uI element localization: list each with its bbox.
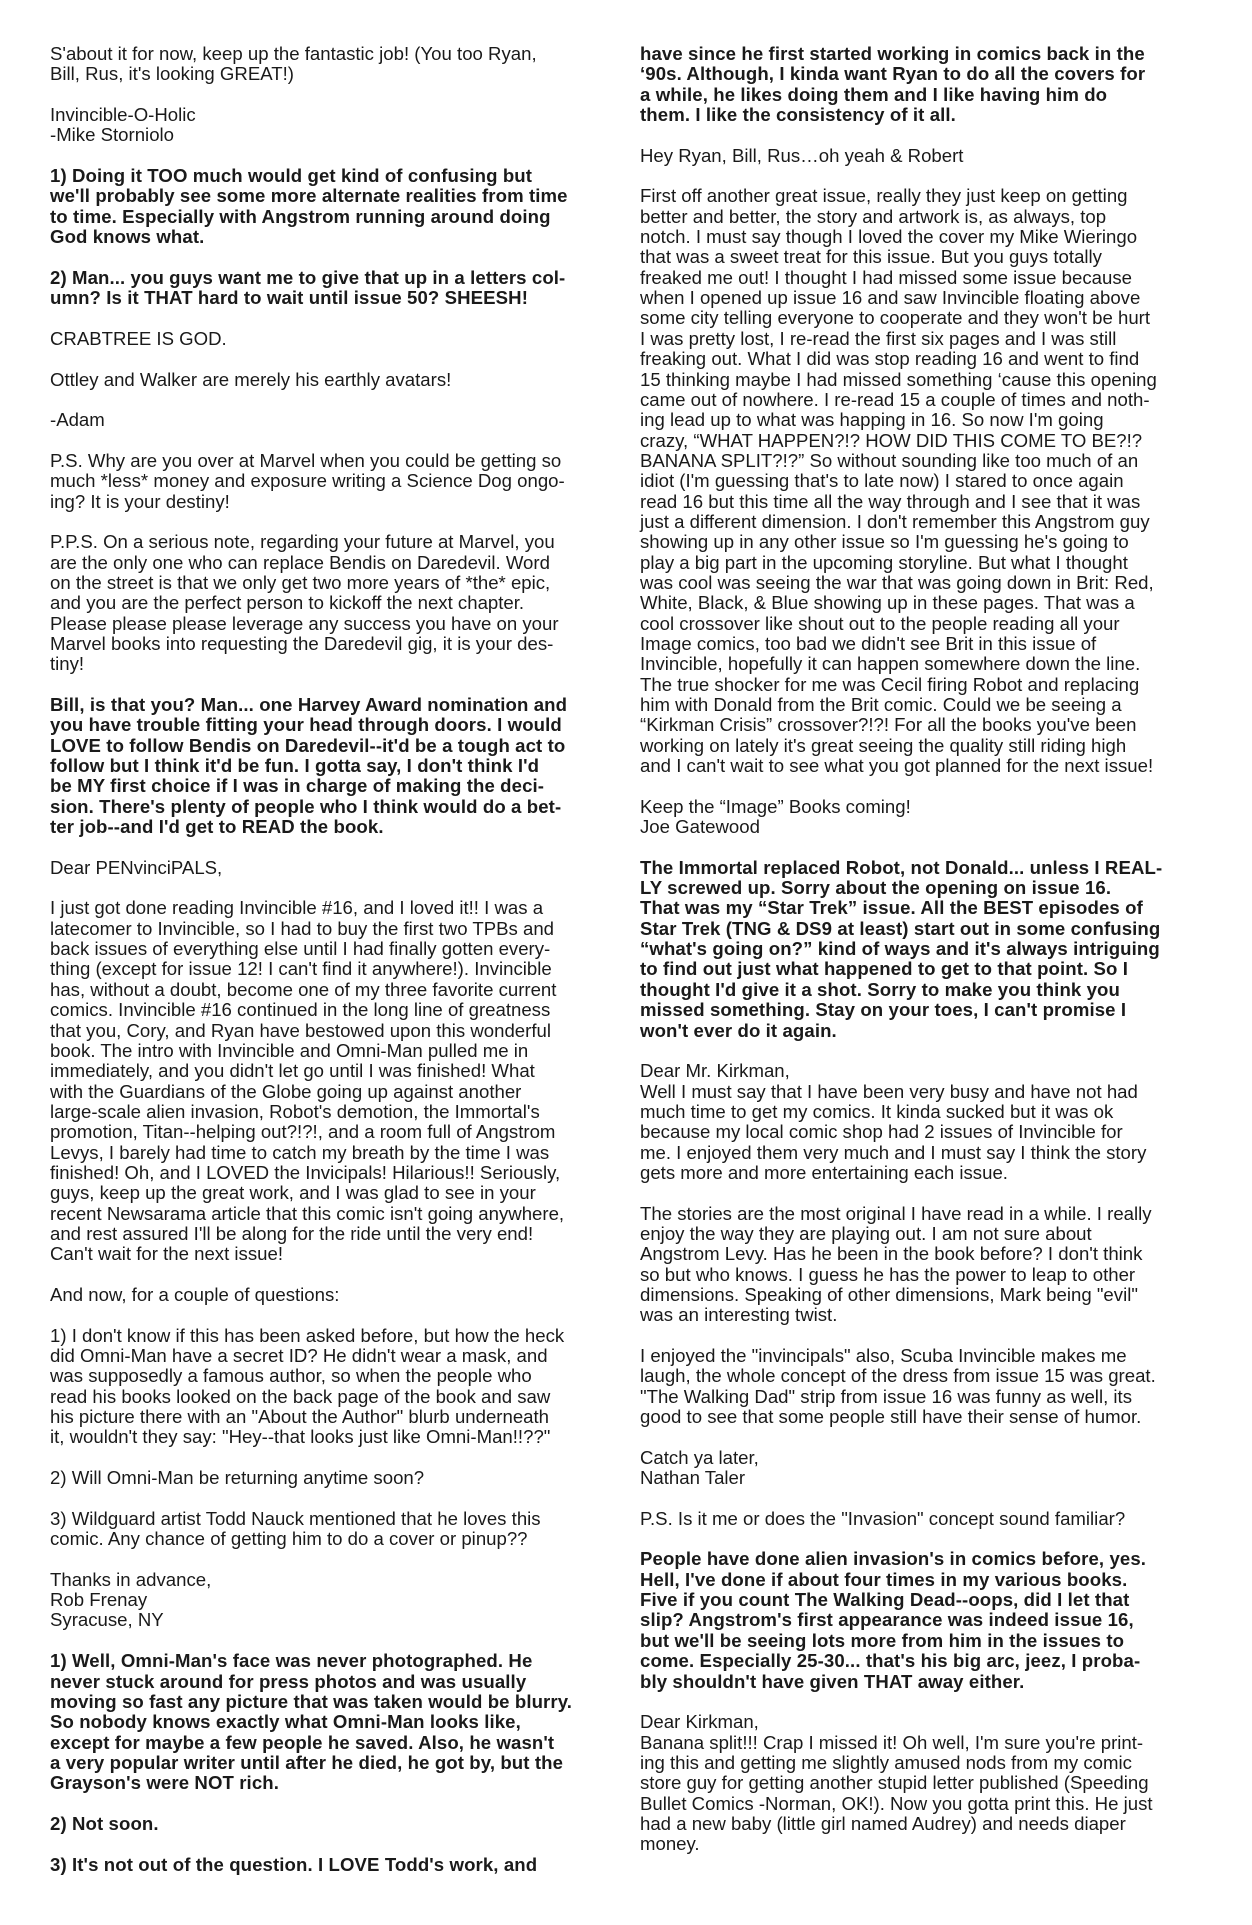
text-line: much time to get my comics. It kinda sucked but it was ok xyxy=(640,1100,1114,1122)
text-line: freaking out. What I did was stop reading 16 and went to find xyxy=(640,348,1140,370)
text-line: Marvel books into requesting the Daredevil gig, it is your des- xyxy=(50,632,554,654)
text-line: was supposedly a famous author, so when the people who xyxy=(50,1365,532,1387)
text-line: has, without a doubt, become one of my three favorite current xyxy=(50,978,557,1000)
text-line: and I can't wait to see what you got planned for the next issue! xyxy=(640,755,1154,777)
text-line: ing lead up to what was happing in 16. So now I'm going xyxy=(640,409,1104,431)
text-line: 1) Doing it TOO much would get kind of confusing but xyxy=(50,165,533,187)
text-line: because my local comic shop had 2 issues of Invincible for xyxy=(640,1121,1123,1143)
text-line: back issues of everything else until I had finally gotten every- xyxy=(50,938,551,960)
text-line: thing (except for issue 12! I can't find it anywhere!). Invincible xyxy=(50,958,552,980)
text-line: Grayson's were NOT rich. xyxy=(50,1772,279,1794)
text-line: large-scale alien invasion, Robot's demotion, the Immortal's xyxy=(50,1100,540,1122)
text-line: God knows what. xyxy=(50,226,205,248)
text-line: a while, he likes doing them and I like having him do xyxy=(640,83,1108,105)
text-line: book. The intro with Invincible and Omni-Man pulled me in xyxy=(50,1039,529,1061)
text-line: Joe Gatewood xyxy=(640,816,760,838)
text-line: Syracuse, NY xyxy=(50,1609,164,1631)
letter-paragraph xyxy=(50,370,620,390)
text-line: Dear Mr. Kirkman, xyxy=(640,1060,790,1082)
text-line: we'll probably see some more alternate realities from time xyxy=(50,185,568,207)
text-line: idiot (I'm guessing that's to late now) I stared to once again xyxy=(640,470,1124,492)
text-line: White, Black, & Blue showing up in these pages. That was a xyxy=(640,592,1135,614)
letter-paragraph xyxy=(640,186,1210,776)
text-line: read 16 but this time all the way through and I see that it was xyxy=(640,490,1141,512)
text-line: to time. Especially with Angstrom running around doing xyxy=(50,205,551,227)
text-line: Five if you count The Walking Dead--oops, did I let that xyxy=(640,1589,1130,1611)
text-line: 15 thinking maybe I had missed something ‘cause this opening xyxy=(640,368,1157,390)
text-line: did Omni-Man have a secret ID? He didn't wear a mask, and xyxy=(50,1345,548,1366)
text-line: laugh, the whole concept of the dress from issue 15 was great. xyxy=(640,1365,1156,1387)
text-line: much *less* money and exposure writing a Science Dog ongo- xyxy=(50,470,565,492)
text-line: 2) Will Omni-Man be returning anytime soon? xyxy=(50,1467,425,1489)
letter-paragraph xyxy=(640,1509,1210,1529)
letter-paragraph xyxy=(50,329,620,349)
letter-paragraph xyxy=(640,1204,1210,1326)
text-line: store guy for getting another stupid letter published (Speeding xyxy=(640,1772,1149,1794)
text-line: Dear PENvinciPALS, xyxy=(50,856,223,878)
text-line: was cool was seeing the war that was going down in Brit: Red, xyxy=(640,571,1154,593)
text-line: -Mike Storniolo xyxy=(50,124,175,146)
text-line: Please please please leverage any success you have on your xyxy=(50,612,559,634)
text-line: First off another great issue, really they just keep on getting xyxy=(640,185,1128,207)
text-line: The stories are the most original I have read in a while. I really xyxy=(640,1202,1152,1224)
letter-paragraph xyxy=(50,410,620,430)
text-line: That was my “Star Trek” issue. All the BEST episodes of xyxy=(640,897,1143,919)
text-line: P.S. Is it me or does the "Invasion" concept sound familiar? xyxy=(640,1507,1126,1529)
text-line: latecomer to Invincible, so I had to buy the first two TPBs and xyxy=(50,917,555,939)
text-line: 2) Man... you guys want me to give that up in a letters col- xyxy=(50,266,566,288)
text-line: came out of nowhere. I re-read 15 a couple of times and noth- xyxy=(640,388,1150,410)
editor-reply xyxy=(50,268,620,309)
text-line: dimensions. Speaking of other dimensions, Mark being "evil" xyxy=(640,1283,1138,1305)
text-line: just a different dimension. I don't remember this Angstrom guy xyxy=(640,510,1150,532)
text-line: Bill, is that you? Man... one Harvey Award nomination and xyxy=(50,694,568,715)
right-column xyxy=(640,44,1210,1875)
text-line: enjoy the way they are playing out. I am not sure about xyxy=(640,1222,1092,1244)
text-line: tiny! xyxy=(50,653,85,675)
text-line: thought I'd give it a shot. Sorry to make you think you xyxy=(640,978,1120,1000)
letter-paragraph xyxy=(640,1712,1210,1854)
editor-reply xyxy=(50,695,620,837)
text-line: guys, keep up the great work, and I was glad to see in your xyxy=(50,1182,536,1204)
letter-paragraph xyxy=(640,146,1210,166)
text-line: -Adam xyxy=(50,409,105,431)
text-line: The Immortal replaced Robot, not Donald... unless I REAL- xyxy=(640,856,1163,878)
editor-reply xyxy=(50,166,620,247)
letter-paragraph xyxy=(50,1468,620,1488)
text-line: ing? It is your destiny! xyxy=(50,490,230,512)
text-line: Invincible-O-Holic xyxy=(50,104,196,126)
letter-paragraph xyxy=(50,1285,620,1305)
text-line: bly shouldn't have given THAT away either. xyxy=(640,1670,1025,1692)
text-line: immediately, and you didn't let go until I was finished! What xyxy=(50,1060,535,1082)
letter-paragraph xyxy=(50,1326,620,1448)
text-line: comic. Any chance of getting him to do a cover or pinup?? xyxy=(50,1528,528,1550)
letter-paragraph xyxy=(50,898,620,1264)
text-line: Nathan Taler xyxy=(640,1467,746,1489)
text-line: never stuck around for press photos and was usually xyxy=(50,1670,527,1692)
text-line: I just got done reading Invincible #16, and I loved it!! I was a xyxy=(50,897,544,919)
text-line: 3) It's not out of the question. I LOVE Todd's work, and xyxy=(50,1853,538,1875)
text-line: except for maybe a few people he saved. Also, he wasn't xyxy=(50,1731,555,1753)
text-line: when I opened up issue 16 and saw Invincible floating above xyxy=(640,287,1141,309)
text-line: that you, Cory, and Ryan have bestowed upon this wonderful xyxy=(50,1019,551,1041)
text-line: promotion, Titan--helping out?!?!, and a room full of Angstrom xyxy=(50,1121,556,1143)
editor-reply xyxy=(50,1814,620,1834)
text-line: working on lately it's great seeing the quality still riding high xyxy=(640,734,1127,756)
text-line: crazy, “WHAT HAPPEN?!? HOW DID THIS COME TO BE?!? xyxy=(640,429,1143,451)
text-line: that was a sweet treat for this issue. But you guys totally xyxy=(640,246,1102,268)
text-line: ter job--and I'd get to READ the book. xyxy=(50,816,384,838)
text-line: Levys, I barely had time to catch my breath by the time I was xyxy=(50,1141,550,1163)
letter-paragraph xyxy=(640,1346,1210,1427)
text-line: on the street is that we only get two more years of *the* epic, xyxy=(50,571,551,593)
text-line: money. xyxy=(640,1833,700,1855)
text-line: a very popular writer until after he died, he got by, but the xyxy=(50,1751,564,1773)
letter-paragraph xyxy=(50,105,620,146)
text-line: them. I like the consistency of it all. xyxy=(640,104,956,126)
text-line: follow but I think it'd be fun. I gotta say, I don't think I'd xyxy=(50,755,540,777)
text-line: “Kirkman Crisis” crossover?!?! For all the books you've been xyxy=(640,714,1137,736)
text-line: Rob Frenay xyxy=(50,1589,148,1611)
text-line: was an interesting twist. xyxy=(640,1304,838,1326)
text-line: So nobody knows exactly what Omni-Man looks like, xyxy=(50,1711,521,1733)
letter-paragraph xyxy=(640,1061,1210,1183)
text-line: notch. I must say though I loved the cover my Mike Wieringo xyxy=(640,226,1138,248)
text-line: 1) Well, Omni-Man's face was never photographed. He xyxy=(50,1650,533,1672)
text-line: 3) Wildguard artist Todd Nauck mentioned that he loves this xyxy=(50,1507,541,1529)
text-line: had a new baby (little girl named Audrey) and needs diaper xyxy=(640,1812,1126,1834)
text-line: Can't wait for the next issue! xyxy=(50,1243,283,1265)
text-line: BANANA SPLIT?!?” So without sounding like too much of an xyxy=(640,449,1139,471)
letter-paragraph xyxy=(50,532,620,674)
text-line: cool crossover like shout out to the people reading all your xyxy=(640,612,1120,634)
text-line: have since he first started working in comics back in the xyxy=(640,43,1145,64)
text-line: Thanks in advance, xyxy=(50,1568,212,1590)
text-line: some city telling everyone to cooperate and they won't be hurt xyxy=(640,307,1151,329)
text-line: good to see that some people still have their sense of humor. xyxy=(640,1406,1142,1428)
text-line: LY screwed up. Sorry about the opening on issue 16. xyxy=(640,877,1112,899)
text-line: gets more and more entertaining each issue. xyxy=(640,1161,1008,1183)
text-line: S'about it for now, keep up the fantastic job! (You too Ryan, xyxy=(50,43,537,64)
text-line: Well I must say that I have been very busy and have not had xyxy=(640,1080,1138,1102)
text-line: Star Trek (TNG & DS9 at least) start out in some confusing xyxy=(640,917,1161,939)
text-line: showing up in any other issue so I'm guessing he's going to xyxy=(640,531,1129,553)
text-line: you have trouble fitting your head through doors. I would xyxy=(50,714,562,736)
text-line: read his books looked on the back page of the book and saw xyxy=(50,1385,551,1407)
text-line: play a big part in the upcoming storyline. But what I thought xyxy=(640,551,1128,573)
editor-reply xyxy=(640,1549,1210,1691)
text-line: finished! Oh, and I LOVED the Invicipals! Hilarious!! Seriously, xyxy=(50,1161,561,1183)
text-line: Bill, Rus, it's looking GREAT!) xyxy=(50,63,294,85)
editor-reply xyxy=(50,1651,620,1793)
text-line: come. Especially 25-30... that's his big arc, jeez, I proba- xyxy=(640,1650,1141,1672)
text-line: CRABTREE IS GOD. xyxy=(50,327,227,349)
text-line: and you are the perfect person to kickoff the next chapter. xyxy=(50,592,525,614)
text-line: slip? Angstrom's first appearance was indeed issue 16, xyxy=(640,1609,1134,1631)
text-line: P.P.S. On a serious note, regarding your future at Marvel, you xyxy=(50,531,555,553)
text-line: ing this and getting me slightly amused nods from my comic xyxy=(640,1751,1132,1773)
letter-paragraph xyxy=(50,858,620,878)
text-line: so but who knows. I guess he has the power to leap to other xyxy=(640,1263,1136,1285)
text-line: The true shocker for me was Cecil firing Robot and replacing xyxy=(640,673,1140,695)
letter-paragraph xyxy=(50,44,620,85)
text-line: moving so fast any picture that was taken would be blurry. xyxy=(50,1690,573,1712)
text-line: won't ever do it again. xyxy=(640,1019,837,1041)
text-line: “what's going on?” kind of ways and it's always intriguing xyxy=(640,938,1160,960)
text-line: ‘90s. Although, I kinda want Ryan to do all the covers for xyxy=(640,63,1146,85)
editor-reply xyxy=(50,1855,620,1875)
text-line: missed something. Stay on your toes, I can't promise I xyxy=(640,999,1127,1021)
editor-reply xyxy=(640,44,1210,125)
letter-paragraph xyxy=(50,1570,620,1631)
text-line: Keep the “Image” Books coming! xyxy=(640,795,911,817)
text-line: recent Newsarama article that this comic isn't going anywhere, xyxy=(50,1202,565,1224)
text-line: Hey Ryan, Bill, Rus…oh yeah & Robert xyxy=(640,144,964,166)
text-line: 2) Not soon. xyxy=(50,1812,159,1834)
text-line: better and better, the story and artwork is, as always, top xyxy=(640,205,1107,227)
text-line: Ottley and Walker are merely his earthly avatars! xyxy=(50,368,452,390)
text-line: are the only one who can replace Bendis on Daredevil. Word xyxy=(50,551,550,573)
text-line: Dear Kirkman, xyxy=(640,1711,759,1733)
left-column xyxy=(50,44,620,1895)
letter-paragraph xyxy=(640,797,1210,838)
text-line: but we'll be seeing lots more from him in the issues to xyxy=(640,1629,1125,1651)
text-line: comics. Invincible #16 continued in the long line of greatness xyxy=(50,999,551,1021)
letter-paragraph xyxy=(50,1509,620,1550)
text-line: I was pretty lost, I re-read the first six pages and I was still xyxy=(640,327,1117,349)
text-line: umn? Is it THAT hard to wait until issue 50? SHEESH! xyxy=(50,287,529,309)
text-line: Bullet Comics -Norman, OK!). Now you gotta print this. He just xyxy=(640,1792,1153,1814)
text-line: LOVE to follow Bendis on Daredevil--it'd be a tough act to xyxy=(50,734,566,756)
text-line: to find out just what happened to get to that point. So I xyxy=(640,958,1129,980)
text-line: Angstrom Levy. Has he been in the book before? I don't think xyxy=(640,1243,1143,1265)
letter-paragraph xyxy=(50,451,620,512)
text-line: Banana split!!! Crap I missed it! Oh well, I'm sure you're print- xyxy=(640,1731,1144,1753)
text-line: "The Walking Dad" strip from issue 16 was funny as well, its xyxy=(640,1385,1132,1407)
text-line: Catch ya later, xyxy=(640,1446,759,1468)
text-line: me. I enjoyed them very much and I must say I think the story xyxy=(640,1141,1147,1163)
text-line: him with Donald from the Brit comic. Could we be seeing a xyxy=(640,694,1122,715)
text-line: Invincible, hopefully it can happen somewhere down the line. xyxy=(640,653,1141,675)
text-line: it, wouldn't they say: "Hey--that looks just like Omni-Man!!??" xyxy=(50,1426,551,1448)
text-line: I enjoyed the "invincipals" also, Scuba Invincible makes me xyxy=(640,1345,1127,1366)
editor-reply xyxy=(640,858,1210,1041)
text-line: with the Guardians of the Globe going up against another xyxy=(50,1080,522,1102)
text-line: People have done alien invasion's in comics before, yes. xyxy=(640,1548,1147,1570)
text-line: and rest assured I'll be along for the ride until the very end! xyxy=(50,1222,534,1244)
text-line: 1) I don't know if this has been asked before, but how the heck xyxy=(50,1324,565,1346)
text-line: Image comics, too bad we didn't see Brit in this issue of xyxy=(640,632,1097,654)
text-line: Hell, I've done if about four times in my various books. xyxy=(640,1568,1128,1590)
text-line: be MY first choice if I was in charge of making the deci- xyxy=(50,775,545,797)
letter-paragraph xyxy=(640,1448,1210,1489)
text-line: P.S. Why are you over at Marvel when you could be getting so xyxy=(50,449,562,471)
text-line: And now, for a couple of questions: xyxy=(50,1283,340,1305)
text-line: sion. There's plenty of people who I think would do a bet- xyxy=(50,795,562,817)
text-line: his picture there with an "About the Author" blurb underneath xyxy=(50,1406,550,1428)
text-line: freaked me out! I thought I had missed some issue because xyxy=(640,266,1132,288)
